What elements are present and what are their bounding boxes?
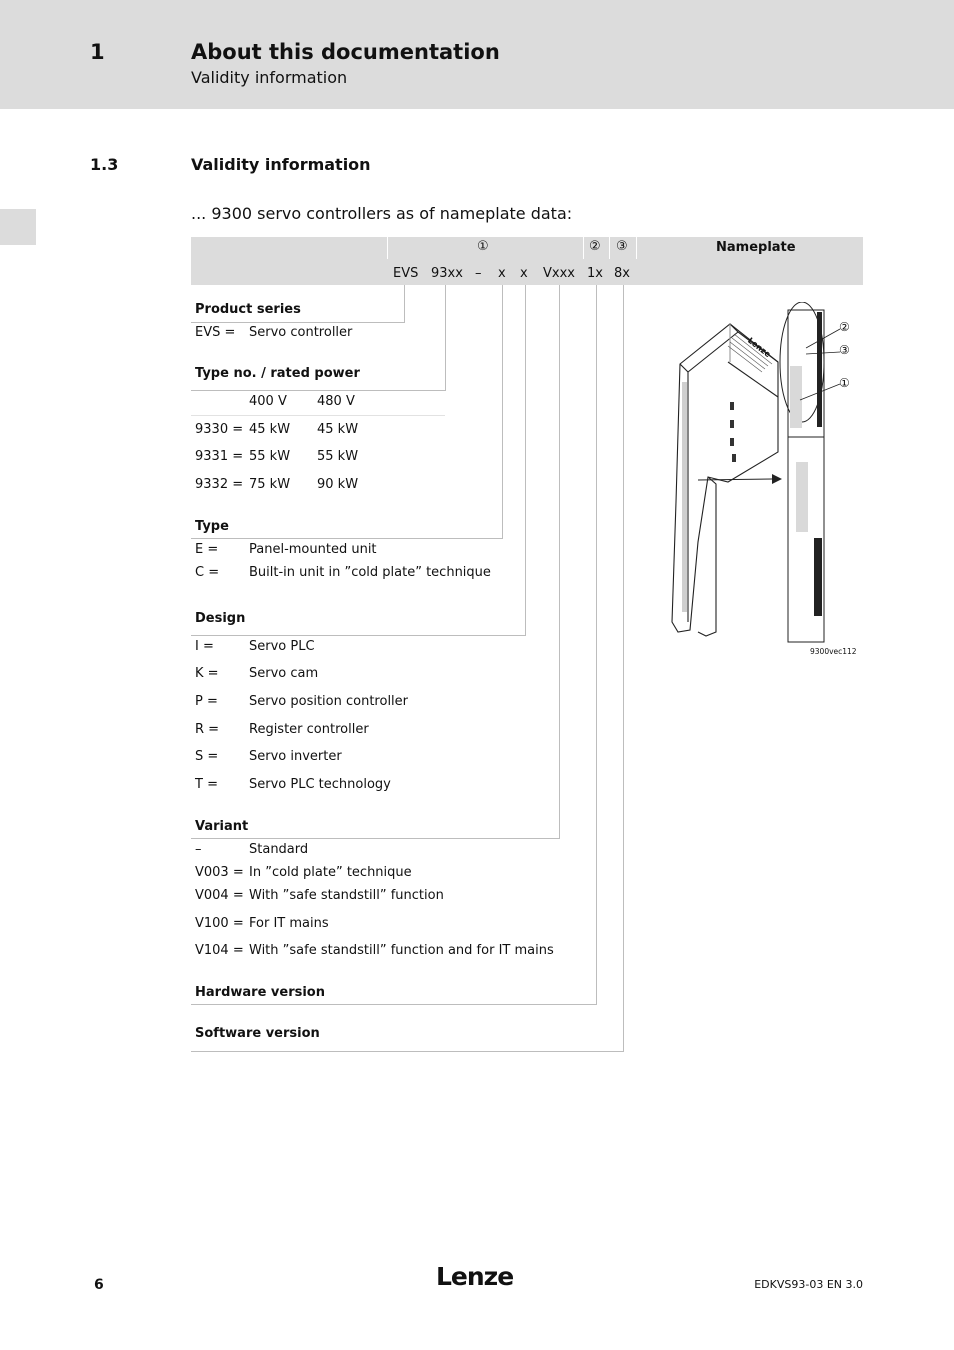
design-code: R =	[195, 722, 220, 737]
row-rule	[191, 415, 445, 416]
connector-line	[445, 285, 446, 391]
heading-rule	[191, 635, 526, 636]
product-series-code: EVS =	[195, 325, 236, 340]
design-desc: Servo inverter	[249, 749, 342, 764]
product-series-heading: Product series	[195, 302, 301, 317]
band-divider	[609, 237, 610, 259]
type-no-400v: 75 kW	[249, 477, 291, 492]
col-header-400v: 400 V	[249, 394, 287, 409]
software-version-heading: Software version	[195, 1026, 320, 1041]
nameplate-label: Nameplate	[716, 240, 796, 255]
figure-callout-1: ①	[839, 376, 850, 390]
type-code: E =	[195, 542, 219, 557]
variant-desc: For IT mains	[249, 916, 329, 931]
connector-line	[559, 285, 560, 839]
type-no-480v: 55 kW	[317, 449, 359, 464]
heading-rule	[191, 838, 560, 839]
chapter-subtitle: Validity information	[191, 68, 348, 87]
col-header-480v: 480 V	[317, 394, 355, 409]
design-code: P =	[195, 694, 218, 709]
design-code: I =	[195, 639, 214, 654]
type-code: C =	[195, 565, 220, 580]
variant-code: V100 =	[195, 916, 244, 931]
device-brand-label: Lenze	[746, 335, 773, 360]
design-heading: Design	[195, 611, 246, 626]
variant-code: –	[195, 842, 202, 857]
connector-line	[596, 285, 597, 1005]
connector-line	[404, 285, 405, 323]
variant-code: V104 =	[195, 943, 244, 958]
variant-desc: Standard	[249, 842, 309, 857]
document-id: EDKVS93-03 EN 3.0	[754, 1278, 863, 1291]
code-part-sw: 8x	[614, 266, 630, 281]
chapter-title: About this documentation	[191, 40, 500, 64]
design-desc: Servo position controller	[249, 694, 409, 709]
variant-heading: Variant	[195, 819, 249, 834]
design-desc: Register controller	[249, 722, 369, 737]
type-no-480v: 90 kW	[317, 477, 359, 492]
variant-desc: With ”safe standstill” function	[249, 888, 444, 903]
type-no-400v: 45 kW	[249, 422, 291, 437]
figure-callout-3: ③	[839, 343, 850, 357]
type-no-400v: 55 kW	[249, 449, 291, 464]
design-desc: Servo PLC technology	[249, 777, 391, 792]
heading-rule	[191, 538, 503, 539]
code-part-evs: EVS	[393, 266, 419, 281]
code-part-dash: –	[475, 266, 482, 281]
section-title: Validity information	[191, 155, 371, 174]
code-part-x1: x	[498, 266, 506, 281]
hardware-version-heading: Hardware version	[195, 985, 325, 1000]
design-desc: Servo cam	[249, 666, 319, 681]
design-code: K =	[195, 666, 219, 681]
type-no-480v: 45 kW	[317, 422, 359, 437]
heading-rule	[191, 322, 405, 323]
variant-desc: With ”safe standstill” function and for IT mains	[249, 943, 554, 958]
chapter-side-tab	[0, 209, 36, 245]
page-number: 6	[94, 1277, 104, 1293]
connector-line	[525, 285, 526, 636]
variant-code: V003 =	[195, 865, 244, 880]
connector-line	[623, 285, 624, 1052]
type-no-code: 9331 =	[195, 449, 244, 464]
design-code: T =	[195, 777, 218, 792]
variant-desc: In ”cold plate” technique	[249, 865, 412, 880]
marker-2: ②	[589, 239, 601, 254]
marker-3: ③	[616, 239, 628, 254]
type-no-heading: Type no. / rated power	[195, 366, 360, 381]
type-no-code: 9330 =	[195, 422, 244, 437]
chapter-number: 1	[90, 40, 105, 64]
connector-line	[502, 285, 503, 539]
product-series-desc: Servo controller	[249, 325, 353, 340]
section-number: 1.3	[90, 155, 119, 174]
band-divider	[583, 237, 584, 259]
lenze-logo: Lenze	[436, 1262, 514, 1291]
design-code: S =	[195, 749, 219, 764]
code-part-x2: x	[520, 266, 528, 281]
band-divider	[636, 237, 637, 259]
code-part-hw: 1x	[587, 266, 603, 281]
figure-id: 9300vec112	[810, 647, 857, 656]
band-divider	[387, 237, 388, 259]
type-no-code: 9332 =	[195, 477, 244, 492]
code-part-variant: Vxxx	[543, 266, 575, 281]
type-desc: Built-in unit in ”cold plate” technique	[249, 565, 491, 580]
figure-callout-2: ②	[839, 320, 850, 334]
type-heading: Type	[195, 519, 229, 534]
code-part-type: 93xx	[431, 266, 463, 281]
design-desc: Servo PLC	[249, 639, 315, 654]
heading-rule	[191, 390, 446, 391]
type-desc: Panel-mounted unit	[249, 542, 377, 557]
heading-rule	[191, 1004, 597, 1005]
intro-text: ... 9300 servo controllers as of nameplate data:	[191, 204, 573, 223]
marker-1: ①	[477, 239, 489, 254]
type-code-band	[191, 237, 863, 285]
variant-code: V004 =	[195, 888, 244, 903]
heading-rule	[191, 1051, 624, 1052]
